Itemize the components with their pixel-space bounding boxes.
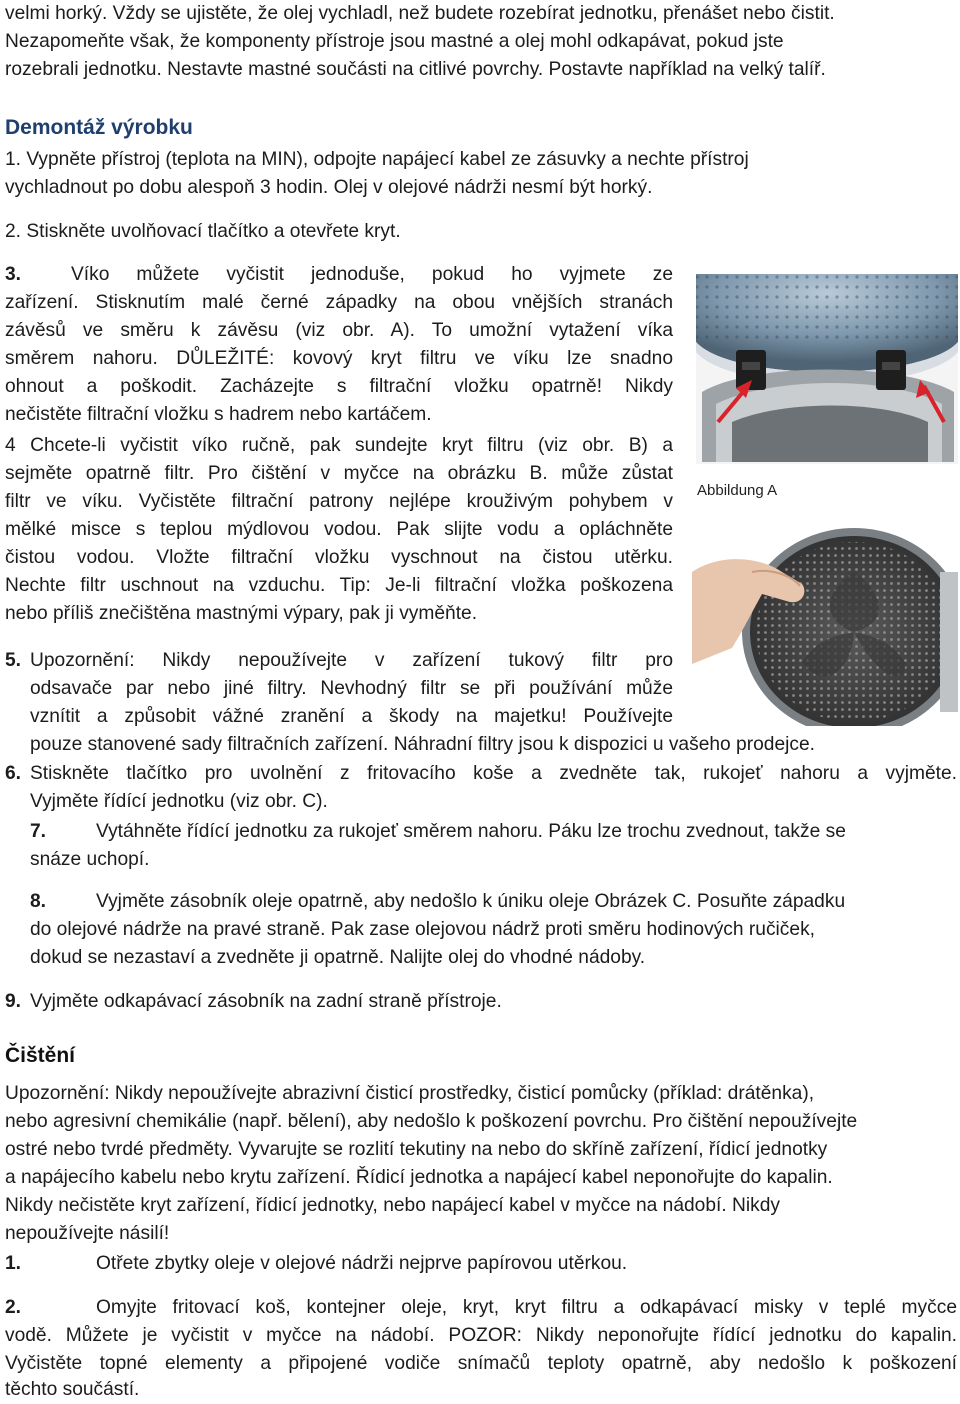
- intro-line-1: velmi horký. Vždy se ujistěte, že olej vychladl, než budete rozebírat jednotku, přenášet nebo čistit.: [5, 3, 835, 24]
- step4-line: filtr ve víku. Vyčistěte filtrační patrony nejlépe krouživým pohybem v: [5, 491, 673, 512]
- step8-line: do olejové nádrže na pravé straně. Pak zase olejovou nádrž proti směru hodinových ručiček,: [30, 919, 815, 940]
- step7-line-1: [30, 818, 846, 846]
- step3-line: ohnout a poškodit. Zacházejte s filtrační vložku opatrně! Nikdy: [5, 376, 673, 397]
- cleaning-step2-line-1: [5, 1294, 957, 1322]
- step4-line: 4 Chcete-li vyčistit víko ručně, pak sundejte kryt filtru (viz obr. B) a: [5, 435, 673, 456]
- step4-line: mělké misce s teplou mýdlovou vodou. Pak slijte vodu a opláchněte: [5, 519, 673, 540]
- intro-line-2: Nezapomeňte však, že komponenty přístroje jsou mastné a olej mohl odkapávat, pokud jste: [5, 31, 784, 52]
- figure-a-image: [692, 272, 958, 726]
- cleaning-warning-line: Upozornění: Nikdy nepoužívejte abrazivní čisticí prostředky, čisticí pomůcky (příklad: drátěnka),: [5, 1083, 815, 1104]
- step5-line-1: [5, 647, 673, 675]
- step9-line: [5, 988, 502, 1016]
- step6-line: Vyjměte řídící jednotku (viz obr. C).: [30, 791, 328, 812]
- step7-line-2: snáze uchopí.: [30, 849, 150, 870]
- step3-line: směrem nahoru. DŮLEŽITÉ: kovový kryt filtru ve víku lze snadno: [5, 348, 673, 369]
- step3-line-1: [5, 261, 673, 289]
- disassembly-heading: Demontáž výrobku: [5, 116, 193, 139]
- cleaning-step2-line: těchto součástí.: [5, 1379, 140, 1400]
- intro-line-3: rozebrali jednotku. Nestavte mastné součásti na citlivé povrchy. Postavte například na velký talíř.: [5, 59, 826, 80]
- step8-text: Vyjměte zásobník oleje opatrně, aby nedošlo k úniku oleje Obrázek C. Posuňte západku: [96, 891, 846, 912]
- figure-a-caption: Abbildung A: [697, 482, 778, 499]
- step8-line: dokud se nezastaví a zvedněte ji opatrně. Nalijte olej do vhodné nádoby.: [30, 947, 646, 968]
- step2-text: 2. Stiskněte uvolňovací tlačítko a otevřete kryt.: [5, 221, 401, 242]
- step6-number: 6.: [5, 763, 22, 784]
- step1-line-2: vychladnout po dobu alespoň 3 hodin. Olej v olejové nádrži nesmí být horký.: [5, 177, 653, 198]
- cleaning-step1-text: Otřete zbytky oleje v olejové nádrži nejprve papírovou utěrkou.: [96, 1253, 628, 1274]
- cleaning-step2-line: vodě. Můžete je vyčistit v myčce na nádobí. POZOR: Nikdy neponořujte řídící jednotku do kapalin.: [5, 1325, 957, 1346]
- cleaning-step2-line: Vyčistěte topné elementy a připojené vodiče snímačů teploty opatrně, aby nedošlo k poškození: [5, 1353, 957, 1374]
- step5-line: odsavače par nebo jiné filtry. Nevhodný filtr se při používání může: [30, 678, 673, 699]
- cleaning-step2-text: Omyjte fritovací koš, kontejner oleje, kryt, kryt filtru a odkapávací misky v teplé myčce: [96, 1297, 957, 1318]
- step3-number: 3.: [5, 264, 22, 285]
- step7-text: Vytáhněte řídící jednotku za rukojeť směrem nahoru. Páku lze trochu zvednout, takže se: [96, 821, 846, 842]
- cleaning-warning-line: Nikdy nečistěte kryt zařízení, řídicí jednotky, nebo napájecí kabel v myčce na nádobí. Nikdy: [5, 1195, 780, 1216]
- step4-line: sejměte opatrně filtr. Pro čištění v myčce na obrázku B. může zůstat: [5, 463, 673, 484]
- step3-line: zařízení. Stisknutím malé černé západky na obou vnějších stranách: [5, 292, 673, 313]
- hinge-photo: [696, 274, 958, 464]
- step4-line: Nechte filtr uschnout na vzduchu. Tip: Je-li filtrační vložka poškozena: [5, 575, 673, 596]
- step9-text: Vyjměte odkapávací zásobník na zadní straně přístroje.: [30, 991, 502, 1012]
- step7-number: 7.: [30, 821, 47, 842]
- step5-text: Upozornění: Nikdy nepoužívejte v zařízení tukový filtr pro: [30, 650, 673, 671]
- step8-line-1: [30, 888, 845, 916]
- cleaning-warning-line: nepoužívejte násilí!: [5, 1223, 170, 1244]
- step5-number: 5.: [5, 650, 22, 671]
- step3-first-text: Víko můžete vyčistit jednoduše, pokud ho vyjmete ze: [71, 264, 673, 285]
- step5-line: vznítit a způsobit vážné zranění a škody na majetku! Používejte: [30, 706, 673, 727]
- filter-photo: [692, 508, 958, 726]
- step6-text: Stiskněte tlačítko pro uvolnění z fritovacího koše a zvedněte tak, rukojeť nahoru a vyjměte.: [30, 763, 957, 784]
- step4-line: nebo příliš znečištěna mastnými výpary, pak ji vyměňte.: [5, 603, 478, 624]
- step1-line-1: 1. Vypněte přístroj (teplota na MIN), odpojte napájecí kabel ze zásuvky a nechte přístroj: [5, 149, 749, 170]
- cleaning-warning-line: a napájecího kabelu nebo krytu zařízení. Řídicí jednotka a napájecí kabel neponořujte do kapalin.: [5, 1167, 833, 1188]
- cleaning-warning-line: ostré nebo tvrdé předměty. Vyvarujte se rozlití tekutiny na nebo do skříně zařízení, řídicí jednotky: [5, 1139, 828, 1160]
- step4-line: čistou vodou. Vložte filtrační vložku vyschnout na čistou utěrku.: [5, 547, 673, 568]
- cleaning-step1-number: 1.: [5, 1253, 22, 1274]
- step3-line: závěsů ve směru k závěsu (viz obr. A). To umožní vytažení víka: [5, 320, 673, 341]
- step8-number: 8.: [30, 891, 47, 912]
- step6-line-1: [5, 760, 957, 788]
- cleaning-warning-line: nebo agresivní chemikálie (např. bělení), aby nedošlo k poškození povrchu. Pro čištění nepoužívejte: [5, 1111, 858, 1132]
- cleaning-heading: Čištění: [5, 1044, 76, 1067]
- step3-line: nečistěte filtrační vložku s hadrem nebo kartáčem.: [5, 404, 432, 425]
- step5-line: pouze stanovené sady filtračních zařízení. Náhradní filtry jsou k dispozici u vašeho prodejce.: [30, 734, 815, 755]
- step9-number: 9.: [5, 991, 22, 1012]
- cleaning-step1: [5, 1250, 627, 1278]
- cleaning-step2-number: 2.: [5, 1297, 22, 1318]
